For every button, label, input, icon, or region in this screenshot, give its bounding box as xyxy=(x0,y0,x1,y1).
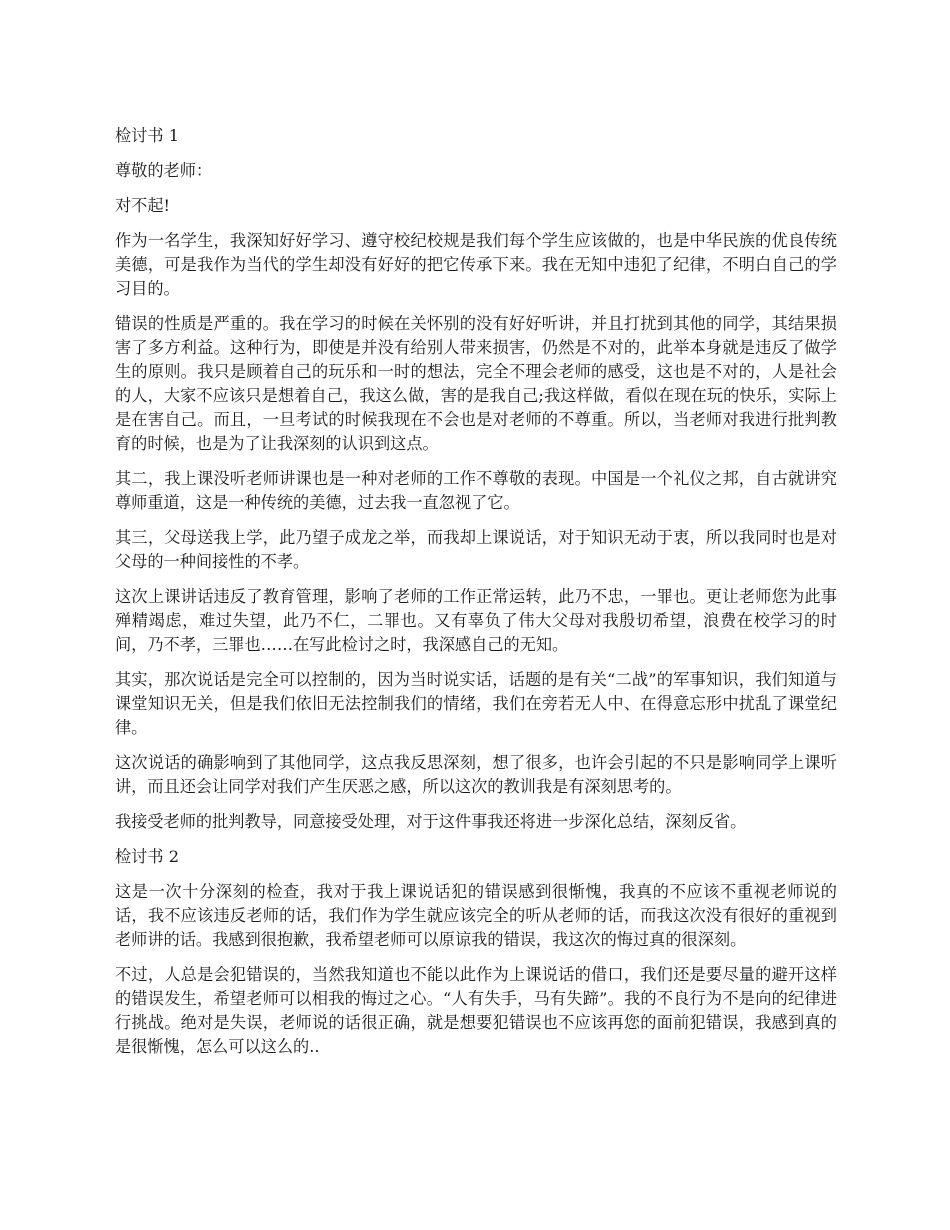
paragraph: 其二，我上课没听老师讲课也是一种对老师的工作不尊敬的表现。中国是一个礼仪之邦，自古就讲究尊师重道，这是一种传统的美德，过去我一直忽视了它。 xyxy=(115,469,837,512)
paragraph: 这次说话的确影响到了其他同学，这点我反思深刻，想了很多，也许会引起的不只是影响同学上课听讲，而且还会让同学对我们产生厌恶之感，所以这次的教训我是有深刻思考的。 xyxy=(115,753,837,796)
paragraph: 其实，那次说话是完全可以控制的，因为当时说实话，话题的是有关“二战”的军事知识，我们知道与课堂知识无关，但是我们依旧无法控制我们的情绪，我们在旁若无人中、在得意忘形中扰乱了课堂纪律。 xyxy=(115,670,837,737)
paragraph: 我接受老师的批判教导，同意接受处理，对于这件事我还将进一步深化总结，深刻反省。 xyxy=(115,812,747,831)
title-1: 检讨书 1 xyxy=(115,126,180,145)
salutation: 尊敬的老师： xyxy=(115,161,213,180)
apology: 对不起! xyxy=(115,196,171,215)
title-2: 检讨书 2 xyxy=(115,847,180,866)
paragraph: 错误的性质是严重的。我在学习的时候在关怀别的没有好好听讲，并且打扰到其他的同学，其结果损害了多方利益。这种行为，即使是并没有给别人带来损害，仍然是不对的，此举本身就是违反了做学生的原则。我只是顾着自己的玩乐和一时的想法，完全不理会老师的感受，这也是不对的，人是社会的人，大家不应该只是想着自己，我这么做，害的是我自己;我这样做，看似在现在玩的快乐，实际上是在害自己。而且，一旦考试的时候我现在不会也是对老师的不尊重。所以，当老师对我进行批判教育的时候，也是为了让我深刻的认识到这点。 xyxy=(115,314,837,453)
paragraph: 这是一次十分深刻的检查，我对于我上课说话犯的错误感到很惭愧，我真的不应该不重视老师说的话，我不应该违反老师的话，我们作为学生就应该完全的听从老师的话，而我这次没有很好的重视到老师讲的话。我感到很抱歉，我希望老师可以原谅我的错误，我这次的悔过真的很深刻。 xyxy=(115,882,837,949)
paragraph: 作为一名学生，我深知好好学习、遵守校纪校规是我们每个学生应该做的，也是中华民族的优良传统美德，可是我作为当代的学生却没有好好的把它传承下来。我在无知中违犯了纪律，不明白自己的学习目的。 xyxy=(115,231,837,298)
document-page xyxy=(115,124,837,1070)
paragraph: 这次上课讲话违反了教育管理，影响了老师的工作正常运转，此乃不忠，一罪也。更让老师您为此事殚精竭虑，难过失望，此乃不仁，二罪也。又有辜负了伟大父母对我殷切希望，浪费在校学习的时间，乃不孝，三罪也……在写此检讨之时，我深感自己的无知。 xyxy=(115,587,837,654)
paragraph: 不过，人总是会犯错误的，当然我知道也不能以此作为上课说话的借口，我们还是要尽量的避开这样的错误发生，希望老师可以相我的悔过之心。“人有失手，马有失蹄”。我的不良行为不是向的纪律进行挑战。绝对是失误，老师说的话很正确，就是想要犯错误也不应该再您的面前犯错误，我感到真的是很惭愧，怎么可以这么的.. xyxy=(115,965,837,1056)
paragraph: 其三，父母送我上学，此乃望子成龙之举，而我却上课说话，对于知识无动于衷，所以我同时也是对父母的一种间接性的不孝。 xyxy=(115,528,837,571)
